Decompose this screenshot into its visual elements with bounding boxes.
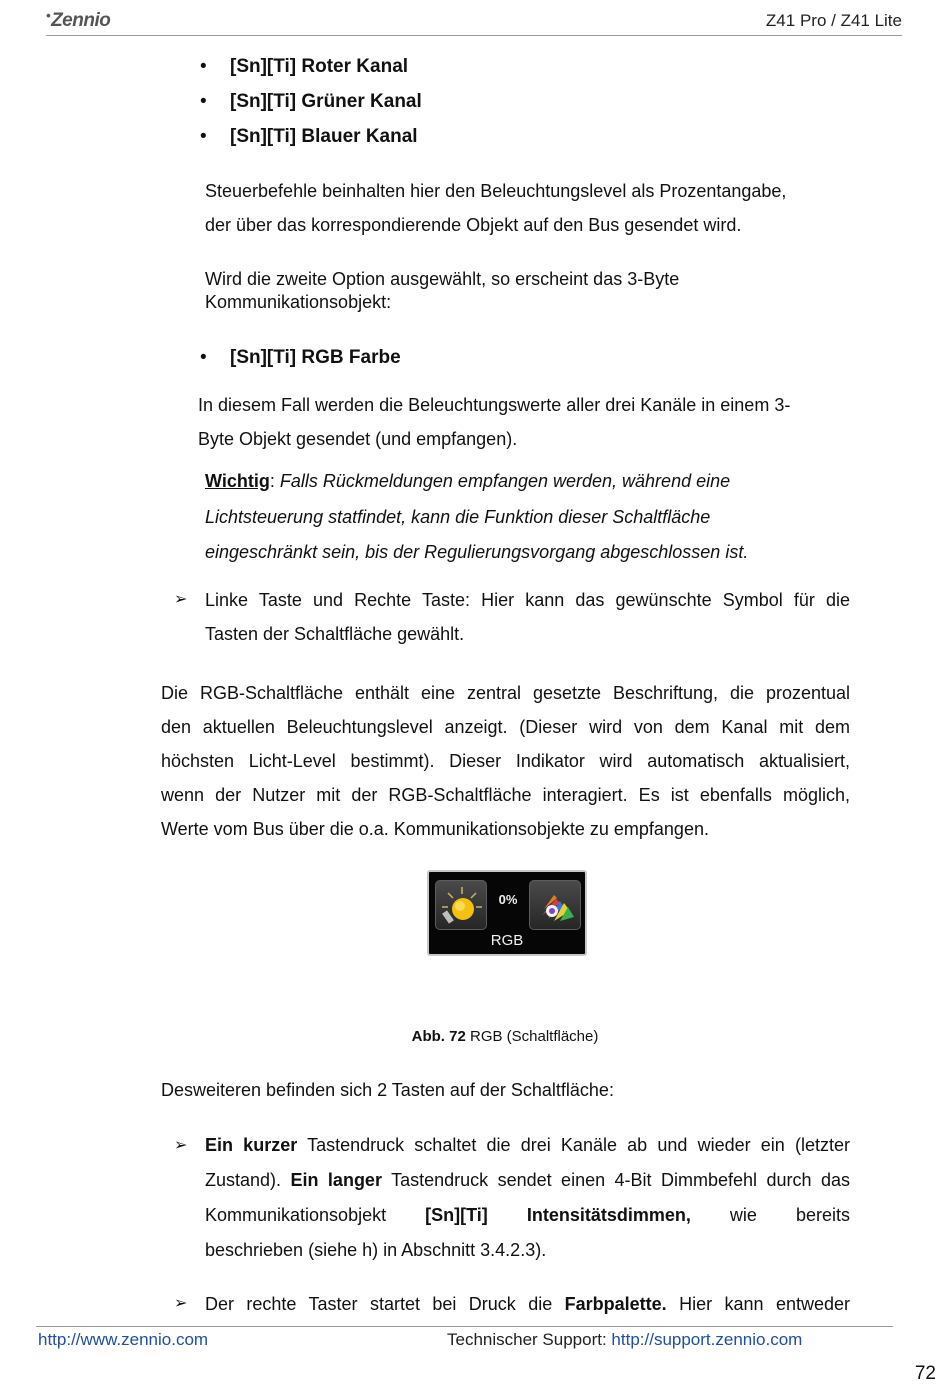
paragraph-percentage: Steuerbefehle beinhalten hier den Beleuchtungslevel als Prozentangabe, der über das korrespondierende Objekt auf den Bus gesendet wird. [205,181,787,235]
bullet-item [200,91,422,113]
note-label: Wichtig [205,471,270,491]
arrow-bullet-icon: ➢ [174,1137,188,1154]
arrow-bullet-icon: ➢ [174,1295,188,1312]
paragraph-three-byte: In diesem Fall werden die Beleuchtungswerte aller drei Kanäle in einem 3- Byte Objekt gesendet (und empfangen). [198,395,791,449]
header-divider [46,35,902,36]
zennio-logo [46,8,110,32]
support-link[interactable]: http://support.zennio.com [611,1330,803,1349]
footer-support: Technischer Support: http://support.zennio.com [447,1330,803,1349]
bullet-icon: • [200,126,207,147]
page-number: 72 [914,1363,936,1384]
footer-divider [36,1326,893,1327]
bullet-item [200,347,401,369]
footer-website-link[interactable]: http://www.zennio.com [38,1330,209,1349]
bullet-text: [Sn][Ti] Blauer Kanal [230,126,418,147]
important-note: Wichtig: Falls Rückmeldungen empfangen werden, während eine Lichtsteuerung statfindet, kann die Funktion dieser Schaltfläche eingeschränkt sein, bis der Regulierungsvorgang abgeschlossen ist. [205,471,749,562]
arrow-item-color-palette: ➢ Der rechte Taster startet bei Druck die Farbpalette. Hier kann entweder [205,1287,850,1321]
bullet-icon: • [200,91,207,112]
bullet-text: [Sn][Ti] Grüner Kanal [230,91,422,112]
figure-caption: Abb. 72 RGB (Schaltfläche) [411,1028,599,1045]
bullet-text: [Sn][Ti] Roter Kanal [230,56,409,77]
paragraph-two-buttons: Desweiteren befinden sich 2 Tasten auf der Schaltfläche: [161,1080,614,1100]
paragraph-second-option: Wird die zweite Option ausgewählt, so erscheint das 3-Byte Kommunikationsobjekt: [205,269,680,312]
bullet-icon: • [200,56,207,77]
bullet-item [200,126,418,148]
rgb-label: RGB [490,932,524,949]
rgb-button-figure [427,870,587,956]
logo-text: Zennio [51,10,111,31]
percent-indicator: 0% [498,892,518,907]
bullet-text: [Sn][Ti] RGB Farbe [230,347,401,368]
arrow-bullet-icon: ➢ [174,591,188,608]
arrow-item-buttons: ➢ Linke Taste und Rechte Taste: Hier kann das gewünschte Symbol für die Tasten der Schaltfläche gewählt. [205,583,850,651]
color-palette-icon [529,880,581,930]
logo-mark-icon: • [46,8,51,23]
bullet-icon: • [200,347,207,368]
sun-icon [435,880,487,930]
bullet-item [200,56,409,78]
arrow-item-short-long-press: ➢ Ein kurzer Tastendruck schaltet die drei Kanäle ab und wieder ein (letzter Zustand). Ein langer Tastendruck sendet einen 4-Bit Dimmbefehl durch das Kommunikationsobjekt [Sn][Ti] Intensitätsdimmen, wie bereits beschrieben (siehe h) in Abschnitt 3.4.2.3). [205,1128,850,1268]
paragraph-rgb-description: Die RGB-Schaltfläche enthält eine zentral gesetzte Beschriftung, die prozentual den aktuellen Beleuchtungslevel anzeigt. (Dieser wird von dem Kanal mit dem höchsten Licht-Level bestimmt). Dieser Indikator wird automatisch aktualisiert, wenn der Nutzer mit der RGB-Schaltfläche interagiert. Es ist ebenfalls möglich, Werte vom Bus über die o.a. Kommunikationsobjekte zu empfangen. [161,683,850,839]
document-title: Z41 Pro / Z41 Lite [765,11,902,30]
